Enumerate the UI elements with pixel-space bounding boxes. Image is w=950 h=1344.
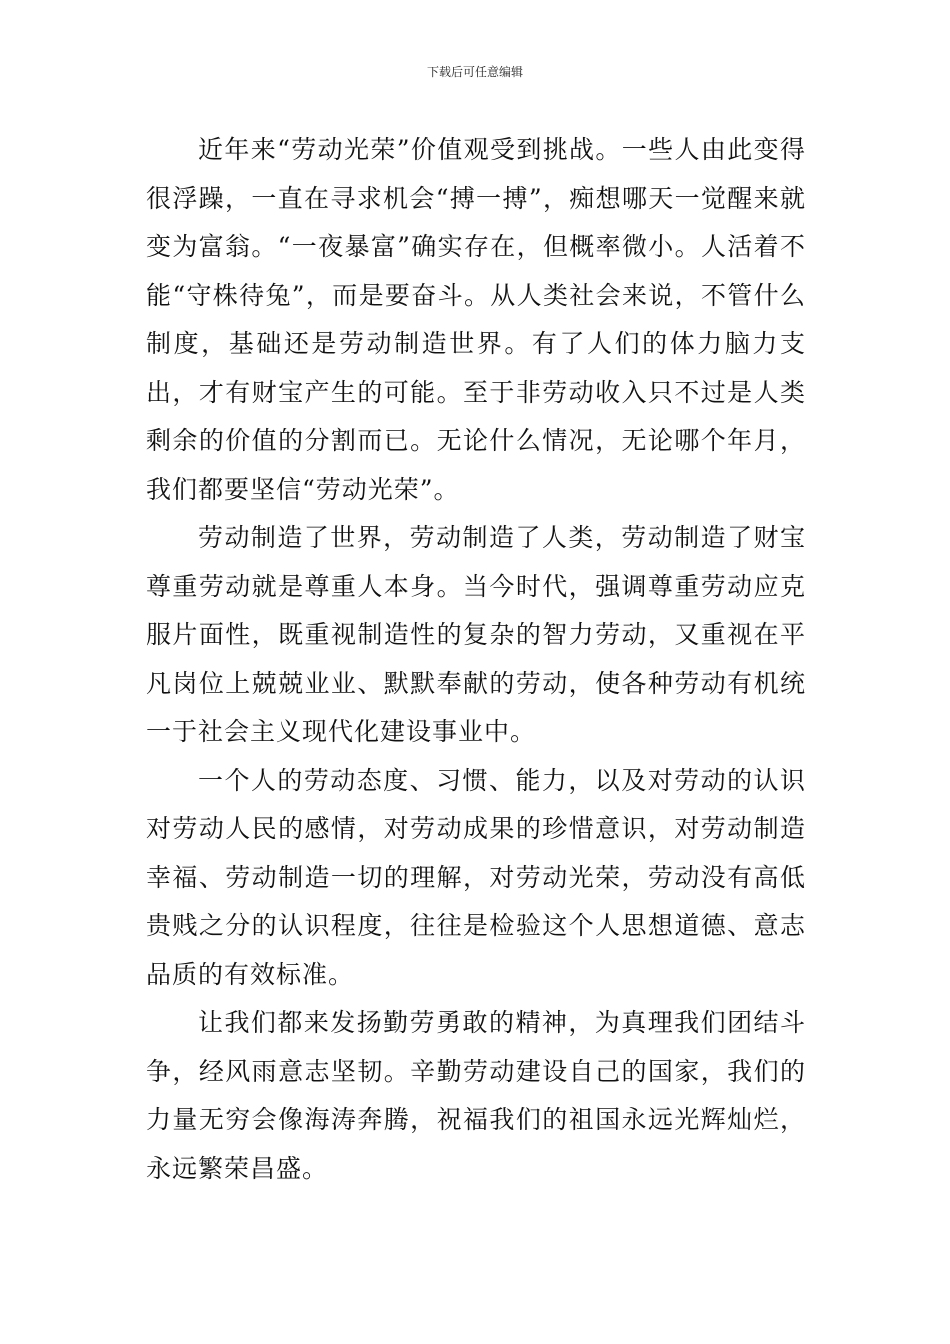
page-header: 下载后可任意编辑 xyxy=(426,65,523,79)
paragraph-3: 一个人的劳动态度、习惯、能力，以及对劳动的认识对劳动人民的感情，对劳动成果的珍惜意识，对劳动制造幸福、劳动制造一切的理解，对劳动光荣，劳动没有高低贵贱之分的认识程度，往往是检验这个人思想道德、意志品质的有效标准。 xyxy=(146,765,806,989)
paragraph-4: 让我们都来发扬勤劳勇敢的精神，为真理我们团结斗争，经风雨意志坚韧。辛勤劳动建设自己的国家，我们的力量无穷会像海涛奔腾，祝福我们的祖国永远光辉灿烂，永远繁荣昌盛。 xyxy=(146,1008,806,1183)
paragraph-1: 近年来“劳动光荣”价值观受到挑战。一些人由此变得很浮躁，一直在寻求机会“搏一搏”，痴想哪天一觉醒来就变为富翁。“一夜暴富”确实存在，但概率微小。人活着不能“守株待兔”，而是要奋斗。从人类社会来说，不管什么制度，基础还是劳动制造世界。有了人们的体力脑力支出，才有财宝产生的可能。至于非劳动收入只不过是人类剩余的价值的分割而已。无论什么情况，无论哪个年月，我们都要坚信“劳动光荣”。 xyxy=(146,135,806,504)
paragraph-2: 劳动制造了世界，劳动制造了人类，劳动制造了财宝尊重劳动就是尊重人本身。当今时代，强调尊重劳动应克服片面性，既重视制造性的复杂的智力劳动，又重视在平凡岗位上兢兢业业、默默奉献的劳动，使各种劳动有机统一于社会主义现代化建设事业中。 xyxy=(146,523,806,746)
document-body xyxy=(146,126,806,1193)
